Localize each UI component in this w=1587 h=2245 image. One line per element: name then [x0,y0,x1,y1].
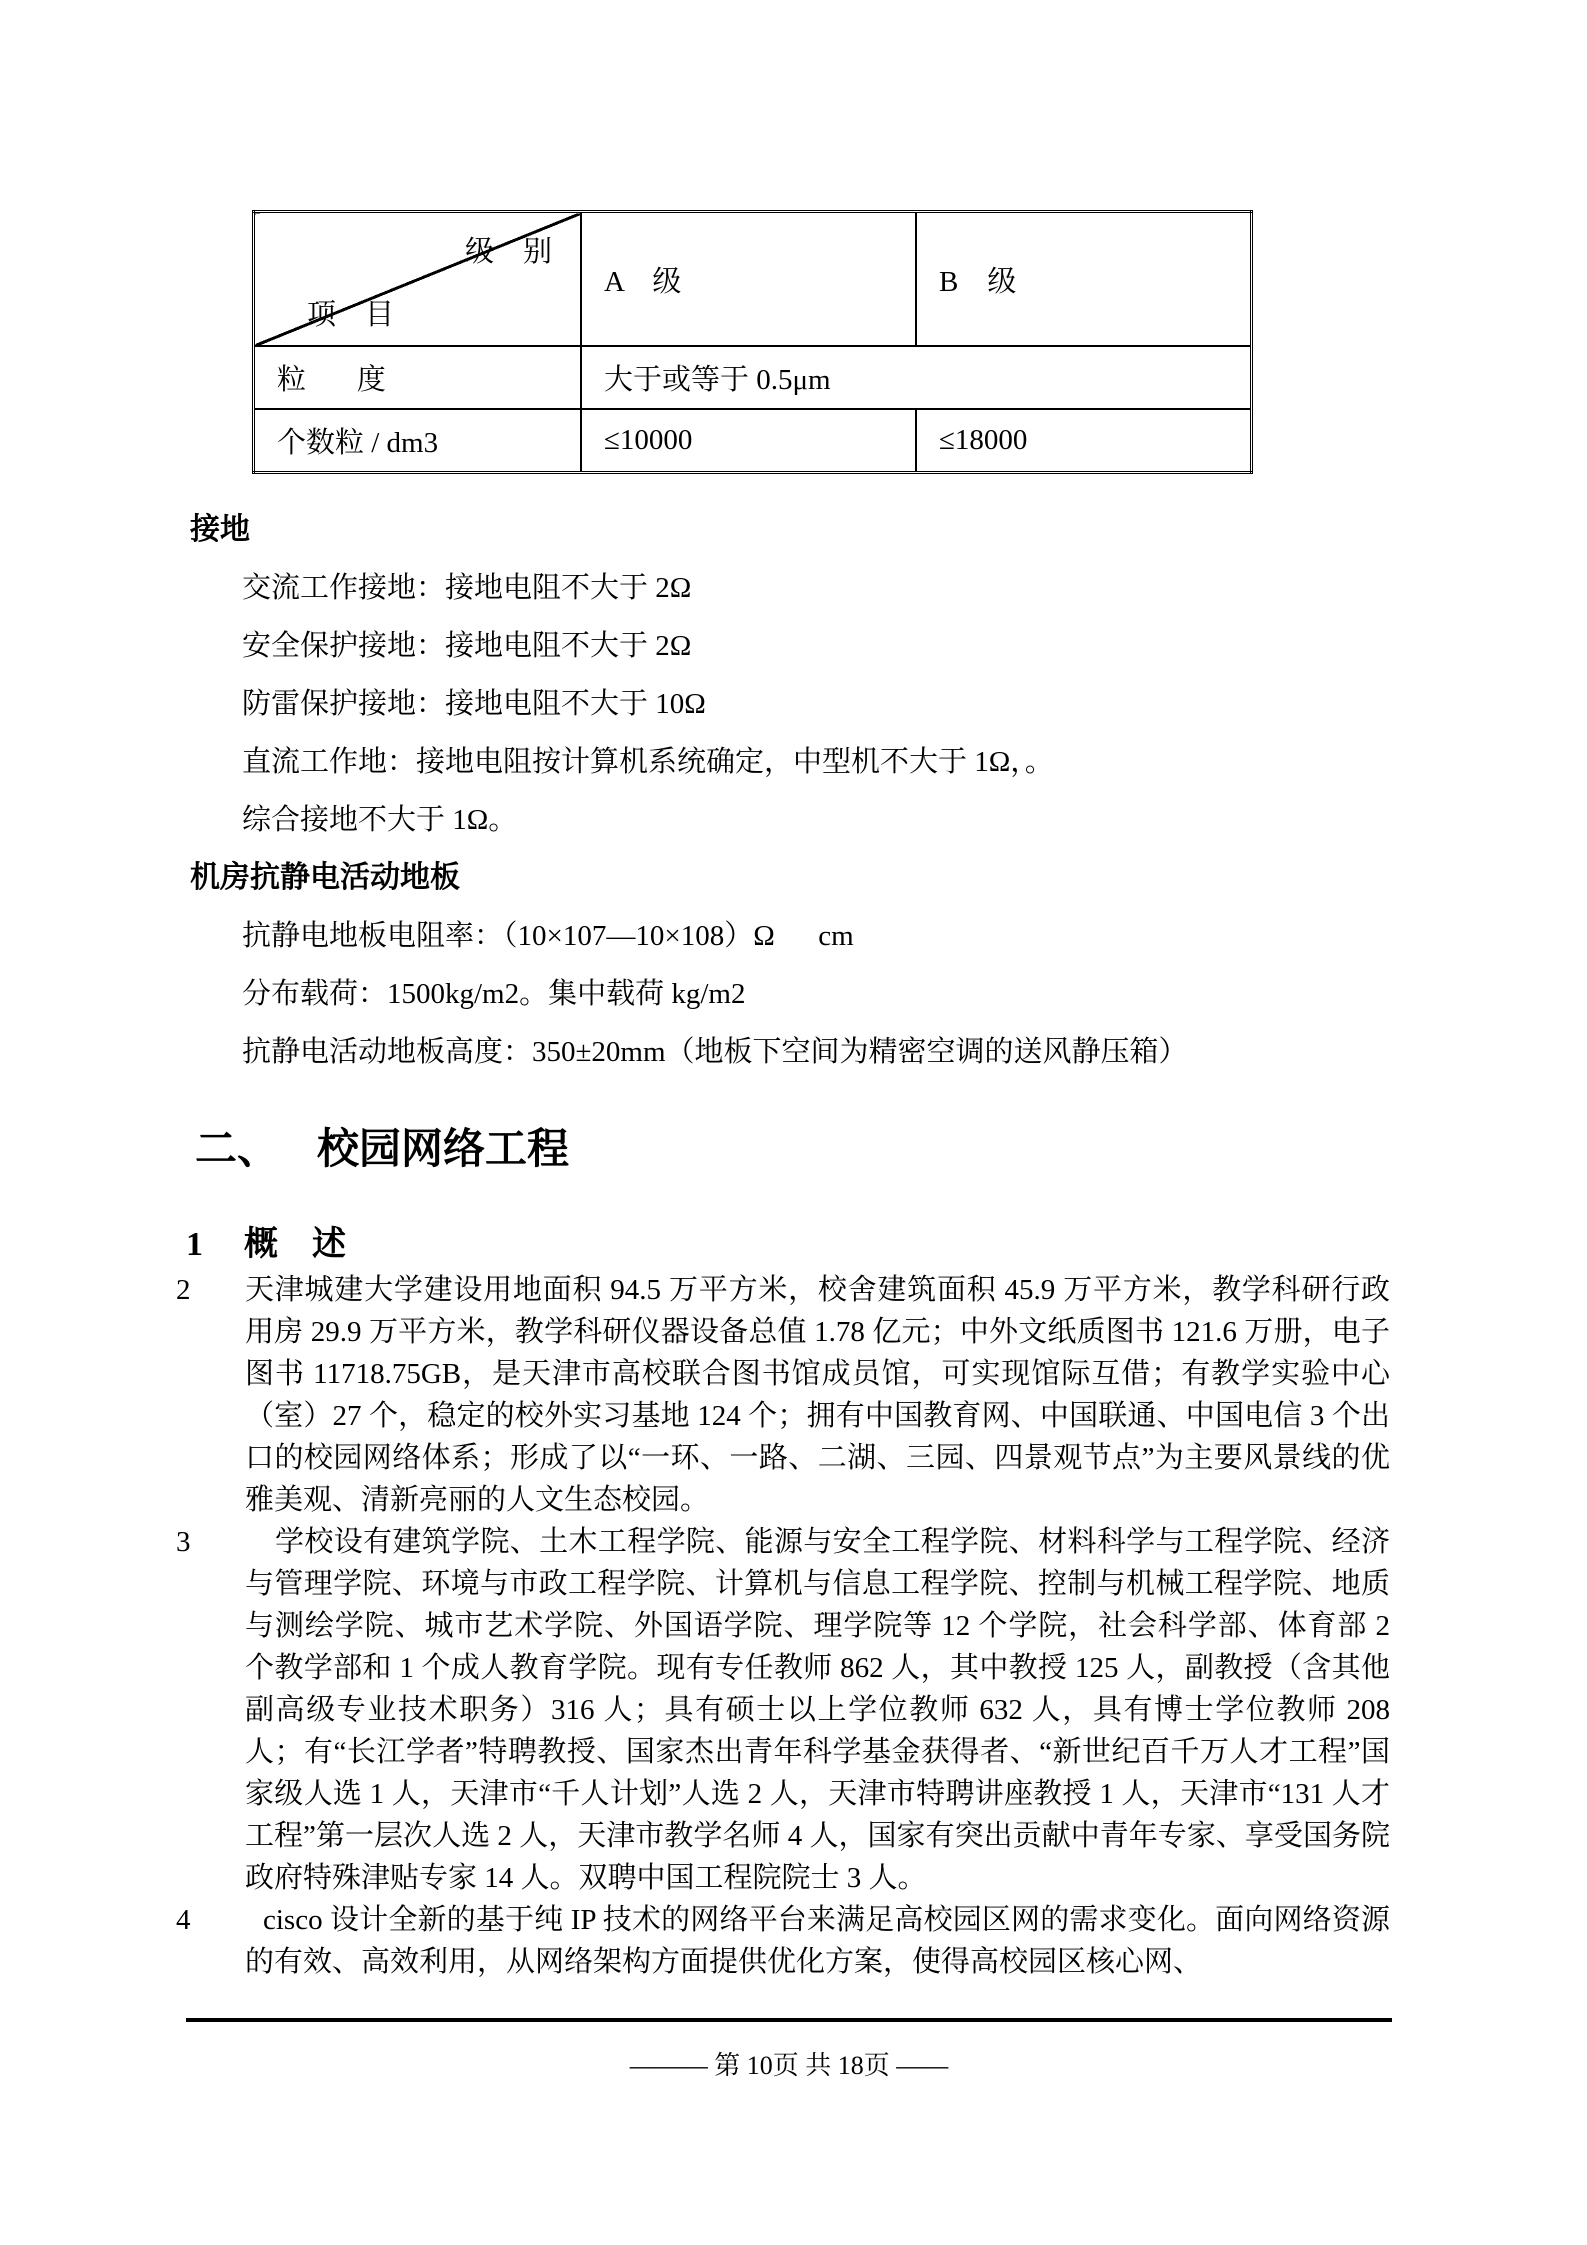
paragraph-text: cisco 设计全新的基于纯 IP 技术的网络平台来满足高校园区网的需求变化。面向网络资源的有效、高效利用，从网络架构方面提供优化方案，使得高校园区核心网、 [245,1904,1390,1978]
table-row-particle-count [254,409,1252,473]
section-title: 概 述 [244,1226,346,1263]
grounding-item-safety: 安全保护接地：接地电阻不大于 2Ω [242,630,692,662]
section-heading [186,1225,1587,1265]
grounding-item-dc: 直流工作地：接地电阻按计算机系统确定，中型机不大于 1Ω，。 [242,746,1054,778]
chapter-title: 校园网络工程 [317,1127,570,1173]
particle-count-b-cell: ≤18000 [916,409,1252,473]
granularity-label-cell: 粒 度 [254,346,582,409]
section-number: 1 [186,1226,203,1263]
floor-item-resistivity: 抗静电地板电阻率：（10×107—10×108）Ω cm [242,920,854,952]
table-header-grade-a: A 级 [581,212,916,347]
particle-count-a-cell: ≤10000 [581,409,916,473]
table-row-granularity [254,346,1252,409]
paragraph-text: 天津城建大学建设用地面积 94.5 万平方米，校舍建筑面积 45.9 万平方米，教学科研行政用房 29.9 万平方米，教学科研仪器设备总值 1.78 亿元；中外文纸质图书 121.6 万册，电子图书 11718.75GB，是天津市高校联合图书馆成员馆，可实现馆际互借；有教学实验中心（室）27 个，稳定的校外实习基地 124 个；拥有中国教育网、中国联通、中国电信 3 个出口的校园网络体系；形成了以“一环、一路、二湖、三园、四景观节点”为主要风景线的优雅美观、清新亮丽的人文生态校园。 [245,1274,1390,1516]
grounding-item-ac: 交流工作接地：接地电阻不大于 2Ω [242,572,692,604]
table-diagonal-header-cell [254,212,582,347]
numbered-paragraph [176,1521,1587,1899]
paragraph-number: 2 [176,1274,191,1306]
chapter-heading [195,1126,1587,1174]
diagonal-label-grade: 级 别 [464,236,552,268]
paragraph-text: 学校设有建筑学院、土木工程学院、能源与安全工程学院、材料科学与工程学院、经济与管理学院、环境与市政工程学院、计算机与信息工程学院、控制与机械工程学院、地质与测绘学院、城市艺术学院、外国语学院、理学院等 12 个学院，社会科学部、体育部 2 个教学部和 1 个成人教育学院。现有专任教师 862 人，其中教授 125 人，副教授（含其他副高级专业技术职务）316 人；具有硕士以上学位教师 632 人，具有博士学位教师 208 人；有“长江学者”特聘教授、国家杰出青年科学基金获得者、“新世纪百千万人才工程”国家级人选 1 人，天津市“千人计划”人选 2 人，天津市特聘讲座教授 1 人，天津市“131 人才工程”第一层次人选 2 人，天津市教学名师 4 人，国家有突出贡献中青年专家、享受国务院政府特殊津贴专家 14 人。双聘中国工程院院士 3 人。 [245,1526,1390,1894]
footer-divider-line [186,2018,1392,2022]
grounding-item-lightning: 防雷保护接地：接地电阻不大于 10Ω [242,688,706,720]
paragraph-number: 3 [176,1526,191,1558]
table-header-grade-b: B 级 [916,212,1252,347]
diagonal-label-item: 项 目 [307,299,395,331]
footer-page-number: ——— 第 10页 共 18页 —— [629,2051,949,2080]
floor-heading: 机房抗静电活动地板 [190,861,460,894]
grounding-heading: 接地 [190,513,250,546]
floor-item-height: 抗静电活动地板高度：350±20mm（地板下空间为精密空调的送风静压箱） [242,1036,1188,1068]
paragraph-number: 4 [176,1904,191,1936]
cleanliness-grade-table [252,210,1253,474]
chapter-number: 二、 [195,1127,280,1173]
grounding-item-combined: 综合接地不大于 1Ω。 [242,804,518,836]
particle-count-label-cell: 个数粒 / dm3 [254,409,582,473]
table-header-row [254,212,1252,347]
floor-item-load: 分布载荷：1500kg/m2。集中载荷 kg/m2 [242,978,746,1010]
numbered-paragraph [176,1269,1587,1521]
numbered-paragraph [176,1899,1587,1983]
granularity-value-cell: 大于或等于 0.5μm [581,346,1252,409]
